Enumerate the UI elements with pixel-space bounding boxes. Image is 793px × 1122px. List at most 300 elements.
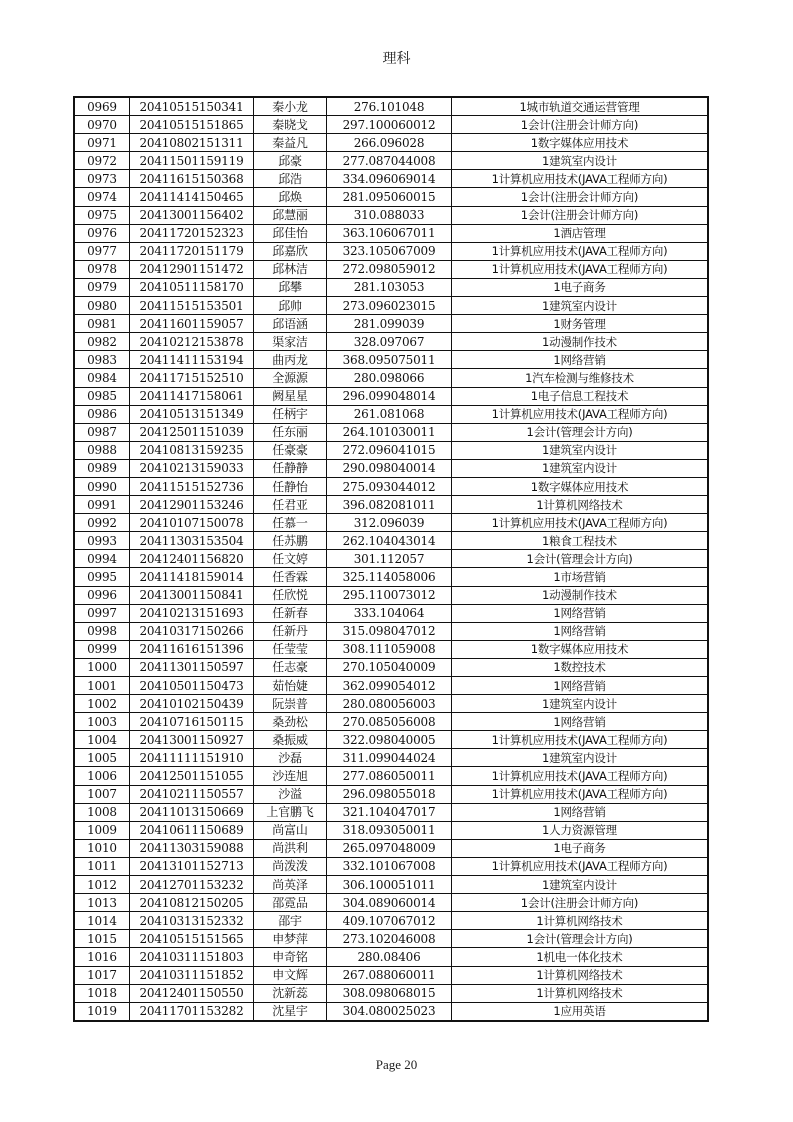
- score-cell: 280.080056003: [327, 695, 452, 713]
- name-cell: 邱浩: [254, 170, 327, 188]
- score-cell: 280.08406: [327, 948, 452, 966]
- candidate-id-cell: 20410212153878: [130, 333, 254, 351]
- name-cell: 沙溢: [254, 785, 327, 803]
- name-cell: 秦小龙: [254, 97, 327, 116]
- score-cell: 322.098040005: [327, 731, 452, 749]
- name-cell: 任香霖: [254, 568, 327, 586]
- name-cell: 邵宇: [254, 912, 327, 930]
- table-row: [74, 821, 708, 839]
- major-cell: 1电子商务: [452, 839, 709, 857]
- name-cell: 沈星宇: [254, 1002, 327, 1021]
- seq-number-cell: 0971: [74, 134, 130, 152]
- seq-number-cell: 1009: [74, 821, 130, 839]
- seq-number-cell: 0995: [74, 568, 130, 586]
- major-cell: 1建筑室内设计: [452, 152, 709, 170]
- seq-number-cell: 1007: [74, 785, 130, 803]
- table-row: [74, 170, 708, 188]
- table-row: [74, 441, 708, 459]
- major-cell: 1会计(注册会计师方向): [452, 894, 709, 912]
- seq-number-cell: 0973: [74, 170, 130, 188]
- table-row: [74, 658, 708, 676]
- table-row: [74, 767, 708, 785]
- score-cell: 368.095075011: [327, 351, 452, 369]
- seq-number-cell: 1016: [74, 948, 130, 966]
- candidate-id-cell: 20410213159033: [130, 459, 254, 477]
- table-row: [74, 695, 708, 713]
- major-cell: 1建筑室内设计: [452, 749, 709, 767]
- seq-number-cell: 0977: [74, 242, 130, 260]
- table-row: [74, 749, 708, 767]
- major-cell: 1计算机应用技术(JAVA工程师方向): [452, 785, 709, 803]
- candidate-id-cell: 20411515153501: [130, 297, 254, 315]
- seq-number-cell: 0970: [74, 116, 130, 134]
- seq-number-cell: 0998: [74, 622, 130, 640]
- table-row: [74, 948, 708, 966]
- major-cell: 1建筑室内设计: [452, 441, 709, 459]
- score-cell: 276.101048: [327, 97, 452, 116]
- score-cell: 262.104043014: [327, 532, 452, 550]
- seq-number-cell: 1012: [74, 876, 130, 894]
- table-row: [74, 876, 708, 894]
- major-cell: 1会计(管理会计方向): [452, 423, 709, 441]
- table-row: [74, 423, 708, 441]
- score-cell: 318.093050011: [327, 821, 452, 839]
- major-cell: 1动漫制作技术: [452, 333, 709, 351]
- table-row: [74, 242, 708, 260]
- table-row: [74, 278, 708, 296]
- candidate-id-cell: 20410611150689: [130, 821, 254, 839]
- major-cell: 1网络营销: [452, 803, 709, 821]
- score-cell: 270.105040009: [327, 658, 452, 676]
- name-cell: 尚英泽: [254, 876, 327, 894]
- major-cell: 1建筑室内设计: [452, 695, 709, 713]
- major-cell: 1会计(管理会计方向): [452, 550, 709, 568]
- candidate-id-cell: 20411720151179: [130, 242, 254, 260]
- score-cell: 304.089060014: [327, 894, 452, 912]
- seq-number-cell: 0996: [74, 586, 130, 604]
- seq-number-cell: 0993: [74, 532, 130, 550]
- candidate-id-cell: 20411418159014: [130, 568, 254, 586]
- candidate-id-cell: 20412401156820: [130, 550, 254, 568]
- name-cell: 尚洪利: [254, 839, 327, 857]
- table-row: [74, 405, 708, 423]
- name-cell: 曲丙龙: [254, 351, 327, 369]
- name-cell: 邱林洁: [254, 260, 327, 278]
- major-cell: 1计算机应用技术(JAVA工程师方向): [452, 514, 709, 532]
- score-cell: 306.100051011: [327, 876, 452, 894]
- major-cell: 1网络营销: [452, 604, 709, 622]
- name-cell: 沈新蕊: [254, 984, 327, 1002]
- major-cell: 1会计(管理会计方向): [452, 930, 709, 948]
- score-cell: 296.098055018: [327, 785, 452, 803]
- name-cell: 邱慧丽: [254, 206, 327, 224]
- score-cell: 409.107067012: [327, 912, 452, 930]
- score-cell: 270.085056008: [327, 713, 452, 731]
- major-cell: 1人力资源管理: [452, 821, 709, 839]
- major-cell: 1计算机应用技术(JAVA工程师方向): [452, 767, 709, 785]
- table-row: [74, 188, 708, 206]
- score-cell: 295.110073012: [327, 586, 452, 604]
- candidate-id-cell: 20410812150205: [130, 894, 254, 912]
- candidate-id-cell: 20413001150841: [130, 586, 254, 604]
- candidate-id-cell: 20412401150550: [130, 984, 254, 1002]
- candidate-id-cell: 20412501151039: [130, 423, 254, 441]
- seq-number-cell: 0982: [74, 333, 130, 351]
- major-cell: 1会计(注册会计师方向): [452, 116, 709, 134]
- major-cell: 1财务管理: [452, 315, 709, 333]
- seq-number-cell: 1005: [74, 749, 130, 767]
- name-cell: 秦益凡: [254, 134, 327, 152]
- table-row: [74, 206, 708, 224]
- candidate-id-cell: 20411013150669: [130, 803, 254, 821]
- table-body: [74, 97, 708, 1021]
- table-row: [74, 550, 708, 568]
- seq-number-cell: 0979: [74, 278, 130, 296]
- seq-number-cell: 0994: [74, 550, 130, 568]
- table-row: [74, 1002, 708, 1021]
- name-cell: 阙星星: [254, 387, 327, 405]
- major-cell: 1计算机网络技术: [452, 496, 709, 514]
- candidate-id-cell: 20410515150341: [130, 97, 254, 116]
- seq-number-cell: 1000: [74, 658, 130, 676]
- major-cell: 1机电一体化技术: [452, 948, 709, 966]
- seq-number-cell: 0972: [74, 152, 130, 170]
- score-cell: 272.098059012: [327, 260, 452, 278]
- name-cell: 渠家洁: [254, 333, 327, 351]
- score-cell: 281.099039: [327, 315, 452, 333]
- candidate-id-cell: 20411715152510: [130, 369, 254, 387]
- table-row: [74, 387, 708, 405]
- table-row: [74, 477, 708, 495]
- table-row: [74, 857, 708, 875]
- candidate-id-cell: 20410515151565: [130, 930, 254, 948]
- candidate-id-cell: 20410311151803: [130, 948, 254, 966]
- table-row: [74, 369, 708, 387]
- table-row: [74, 731, 708, 749]
- major-cell: 1计算机应用技术(JAVA工程师方向): [452, 731, 709, 749]
- candidate-id-cell: 20411501159119: [130, 152, 254, 170]
- table-row: [74, 532, 708, 550]
- name-cell: 沙磊: [254, 749, 327, 767]
- table-row: [74, 622, 708, 640]
- seq-number-cell: 0969: [74, 97, 130, 116]
- score-cell: 308.111059008: [327, 640, 452, 658]
- name-cell: 邱语涵: [254, 315, 327, 333]
- name-cell: 申奇铭: [254, 948, 327, 966]
- score-cell: 362.099054012: [327, 677, 452, 695]
- table-row: [74, 640, 708, 658]
- seq-number-cell: 1019: [74, 1002, 130, 1021]
- name-cell: 上官鹏飞: [254, 803, 327, 821]
- table-row: [74, 333, 708, 351]
- candidate-id-cell: 20410107150078: [130, 514, 254, 532]
- candidate-id-cell: 20411701153282: [130, 1002, 254, 1021]
- candidate-id-cell: 20410813159235: [130, 441, 254, 459]
- score-cell: 321.104047017: [327, 803, 452, 821]
- name-cell: 任莹莹: [254, 640, 327, 658]
- name-cell: 邵霓品: [254, 894, 327, 912]
- major-cell: 1数控技术: [452, 658, 709, 676]
- score-cell: 308.098068015: [327, 984, 452, 1002]
- name-cell: 茹怡婕: [254, 677, 327, 695]
- seq-number-cell: 0975: [74, 206, 130, 224]
- major-cell: 1建筑室内设计: [452, 297, 709, 315]
- seq-number-cell: 0997: [74, 604, 130, 622]
- name-cell: 申文辉: [254, 966, 327, 984]
- seq-number-cell: 0989: [74, 459, 130, 477]
- candidate-id-cell: 20410313152332: [130, 912, 254, 930]
- score-cell: 323.105067009: [327, 242, 452, 260]
- score-cell: 297.100060012: [327, 116, 452, 134]
- score-cell: 334.096069014: [327, 170, 452, 188]
- table-row: [74, 894, 708, 912]
- seq-number-cell: 0986: [74, 405, 130, 423]
- candidate-id-cell: 20410317150266: [130, 622, 254, 640]
- major-cell: 1计算机网络技术: [452, 912, 709, 930]
- score-cell: 273.096023015: [327, 297, 452, 315]
- score-cell: 363.106067011: [327, 224, 452, 242]
- major-cell: 1计算机应用技术(JAVA工程师方向): [452, 260, 709, 278]
- major-cell: 1计算机应用技术(JAVA工程师方向): [452, 242, 709, 260]
- score-cell: 332.101067008: [327, 857, 452, 875]
- major-cell: 1网络营销: [452, 713, 709, 731]
- name-cell: 邱豪: [254, 152, 327, 170]
- seq-number-cell: 0976: [74, 224, 130, 242]
- table-row: [74, 459, 708, 477]
- name-cell: 申梦萍: [254, 930, 327, 948]
- candidate-id-cell: 20411414150465: [130, 188, 254, 206]
- candidate-id-cell: 20413101152713: [130, 857, 254, 875]
- name-cell: 邱佳怡: [254, 224, 327, 242]
- name-cell: 任志豪: [254, 658, 327, 676]
- major-cell: 1建筑室内设计: [452, 876, 709, 894]
- name-cell: 尚富山: [254, 821, 327, 839]
- score-cell: 396.082081011: [327, 496, 452, 514]
- name-cell: 邱嘉欣: [254, 242, 327, 260]
- score-cell: 304.080025023: [327, 1002, 452, 1021]
- seq-number-cell: 0981: [74, 315, 130, 333]
- candidate-id-cell: 20410213151693: [130, 604, 254, 622]
- candidate-id-cell: 20413001150927: [130, 731, 254, 749]
- major-cell: 1电子商务: [452, 278, 709, 296]
- candidate-id-cell: 20412501151055: [130, 767, 254, 785]
- major-cell: 1会计(注册会计师方向): [452, 206, 709, 224]
- candidate-id-cell: 20411615150368: [130, 170, 254, 188]
- seq-number-cell: 0991: [74, 496, 130, 514]
- name-cell: 任欣悦: [254, 586, 327, 604]
- seq-number-cell: 0980: [74, 297, 130, 315]
- name-cell: 桑劲松: [254, 713, 327, 731]
- seq-number-cell: 0983: [74, 351, 130, 369]
- score-cell: 266.096028: [327, 134, 452, 152]
- major-cell: 1酒店管理: [452, 224, 709, 242]
- name-cell: 邱帅: [254, 297, 327, 315]
- seq-number-cell: 1003: [74, 713, 130, 731]
- candidate-id-cell: 20411515152736: [130, 477, 254, 495]
- table-row: [74, 134, 708, 152]
- major-cell: 1电子信息工程技术: [452, 387, 709, 405]
- seq-number-cell: 0990: [74, 477, 130, 495]
- seq-number-cell: 0999: [74, 640, 130, 658]
- table-row: [74, 677, 708, 695]
- score-cell: 277.087044008: [327, 152, 452, 170]
- score-cell: 280.098066: [327, 369, 452, 387]
- name-cell: 任静怡: [254, 477, 327, 495]
- candidate-id-cell: 20411301150597: [130, 658, 254, 676]
- major-cell: 1动漫制作技术: [452, 586, 709, 604]
- table-row: [74, 984, 708, 1002]
- major-cell: 1网络营销: [452, 622, 709, 640]
- candidate-id-cell: 20411111151910: [130, 749, 254, 767]
- candidate-id-cell: 20411616151396: [130, 640, 254, 658]
- seq-number-cell: 1010: [74, 839, 130, 857]
- name-cell: 任新丹: [254, 622, 327, 640]
- candidate-id-cell: 20413001156402: [130, 206, 254, 224]
- page-number: Page 20: [375, 1057, 418, 1072]
- table-row: [74, 785, 708, 803]
- name-cell: 秦晓戈: [254, 116, 327, 134]
- name-cell: 全源源: [254, 369, 327, 387]
- table-row: [74, 839, 708, 857]
- seq-number-cell: 1006: [74, 767, 130, 785]
- seq-number-cell: 1004: [74, 731, 130, 749]
- score-cell: 296.099048014: [327, 387, 452, 405]
- seq-number-cell: 0984: [74, 369, 130, 387]
- name-cell: 任慕一: [254, 514, 327, 532]
- candidate-id-cell: 20411601159057: [130, 315, 254, 333]
- major-cell: 1汽车检测与维修技术: [452, 369, 709, 387]
- major-cell: 1建筑室内设计: [452, 459, 709, 477]
- score-cell: 281.103053: [327, 278, 452, 296]
- score-cell: 281.095060015: [327, 188, 452, 206]
- seq-number-cell: 1001: [74, 677, 130, 695]
- table-row: [74, 713, 708, 731]
- seq-number-cell: 0974: [74, 188, 130, 206]
- score-cell: 315.098047012: [327, 622, 452, 640]
- major-cell: 1应用英语: [452, 1002, 709, 1021]
- table-row: [74, 116, 708, 134]
- candidate-id-cell: 20410515151865: [130, 116, 254, 134]
- name-cell: 任文婷: [254, 550, 327, 568]
- seq-number-cell: 0987: [74, 423, 130, 441]
- major-cell: 1数字媒体应用技术: [452, 640, 709, 658]
- score-cell: 290.098040014: [327, 459, 452, 477]
- name-cell: 任东丽: [254, 423, 327, 441]
- table-row: [74, 297, 708, 315]
- candidate-id-cell: 20412901153246: [130, 496, 254, 514]
- name-cell: 沙连旭: [254, 767, 327, 785]
- seq-number-cell: 0992: [74, 514, 130, 532]
- candidate-id-cell: 20410513151349: [130, 405, 254, 423]
- seq-number-cell: 0985: [74, 387, 130, 405]
- candidate-id-cell: 20411303153504: [130, 532, 254, 550]
- score-cell: 265.097048009: [327, 839, 452, 857]
- name-cell: 任静静: [254, 459, 327, 477]
- candidate-id-cell: 20412901151472: [130, 260, 254, 278]
- table-row: [74, 260, 708, 278]
- table-row: [74, 315, 708, 333]
- major-cell: 1会计(注册会计师方向): [452, 188, 709, 206]
- major-cell: 1计算机应用技术(JAVA工程师方向): [452, 857, 709, 875]
- candidate-id-cell: 20410501150473: [130, 677, 254, 695]
- candidate-id-cell: 20410716150115: [130, 713, 254, 731]
- score-cell: 264.101030011: [327, 423, 452, 441]
- candidate-id-cell: 20410311151852: [130, 966, 254, 984]
- name-cell: 阮崇普: [254, 695, 327, 713]
- seq-number-cell: 1017: [74, 966, 130, 984]
- score-cell: 261.081068: [327, 405, 452, 423]
- major-cell: 1网络营销: [452, 677, 709, 695]
- major-cell: 1数字媒体应用技术: [452, 477, 709, 495]
- name-cell: 任君亚: [254, 496, 327, 514]
- seq-number-cell: 1011: [74, 857, 130, 875]
- page-header-title: 理科: [382, 51, 411, 67]
- score-cell: 272.096041015: [327, 441, 452, 459]
- candidate-id-cell: 20411411153194: [130, 351, 254, 369]
- major-cell: 1计算机网络技术: [452, 966, 709, 984]
- major-cell: 1计算机应用技术(JAVA工程师方向): [452, 405, 709, 423]
- candidate-id-cell: 20412701153232: [130, 876, 254, 894]
- candidate-id-cell: 20410211150557: [130, 785, 254, 803]
- score-cell: 328.097067: [327, 333, 452, 351]
- score-cell: 311.099044024: [327, 749, 452, 767]
- major-cell: 1数字媒体应用技术: [452, 134, 709, 152]
- major-cell: 1粮食工程技术: [452, 532, 709, 550]
- major-cell: 1城市轨道交通运营管理: [452, 97, 709, 116]
- name-cell: 桑振威: [254, 731, 327, 749]
- table-row: [74, 966, 708, 984]
- candidate-id-cell: 20411417158061: [130, 387, 254, 405]
- seq-number-cell: 0978: [74, 260, 130, 278]
- table-row: [74, 568, 708, 586]
- candidate-id-cell: 20410511158170: [130, 278, 254, 296]
- name-cell: 任豪豪: [254, 441, 327, 459]
- table-row: [74, 224, 708, 242]
- seq-number-cell: 1008: [74, 803, 130, 821]
- score-cell: 273.102046008: [327, 930, 452, 948]
- score-cell: 310.088033: [327, 206, 452, 224]
- seq-number-cell: 1015: [74, 930, 130, 948]
- name-cell: 邱攀: [254, 278, 327, 296]
- table-row: [74, 604, 708, 622]
- score-cell: 267.088060011: [327, 966, 452, 984]
- score-cell: 312.096039: [327, 514, 452, 532]
- table-row: [74, 912, 708, 930]
- score-cell: 275.093044012: [327, 477, 452, 495]
- major-cell: 1市场营销: [452, 568, 709, 586]
- score-cell: 301.112057: [327, 550, 452, 568]
- table-row: [74, 514, 708, 532]
- table-row: [74, 930, 708, 948]
- table-row: [74, 97, 708, 116]
- score-cell: 277.086050011: [327, 767, 452, 785]
- name-cell: 任柄宇: [254, 405, 327, 423]
- candidate-id-cell: 20410802151311: [130, 134, 254, 152]
- name-cell: 任苏鹏: [254, 532, 327, 550]
- candidate-id-cell: 20410102150439: [130, 695, 254, 713]
- table-row: [74, 496, 708, 514]
- table-row: [74, 586, 708, 604]
- name-cell: 邱焕: [254, 188, 327, 206]
- major-cell: 1计算机网络技术: [452, 984, 709, 1002]
- seq-number-cell: 0988: [74, 441, 130, 459]
- name-cell: 任新春: [254, 604, 327, 622]
- score-cell: 325.114058006: [327, 568, 452, 586]
- name-cell: 尚泼泼: [254, 857, 327, 875]
- table-row: [74, 152, 708, 170]
- seq-number-cell: 1013: [74, 894, 130, 912]
- table-row: [74, 803, 708, 821]
